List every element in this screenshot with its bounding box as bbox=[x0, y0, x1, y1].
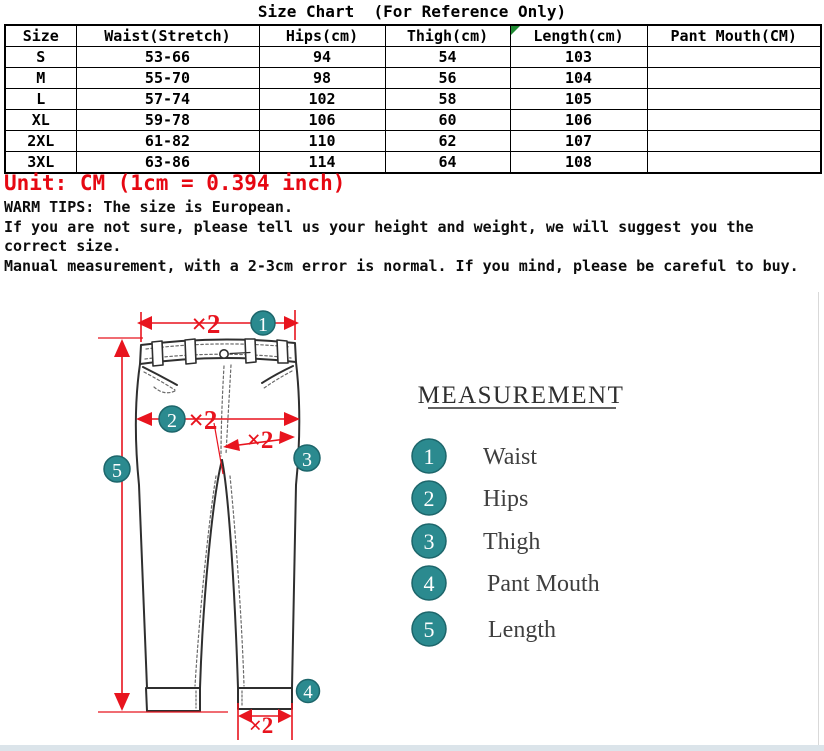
table-row bbox=[5, 110, 821, 131]
tip-line: If you are not sure, please tell us your height and weight, we will suggest you the correct size. bbox=[4, 217, 754, 255]
cell-size: L bbox=[5, 89, 76, 110]
left-pocket-opening bbox=[143, 367, 177, 385]
legend-number-1: 1 bbox=[423, 444, 435, 469]
cell-length: 108 bbox=[510, 152, 647, 174]
cell-size: S bbox=[5, 47, 76, 68]
pants-right-inseam bbox=[222, 460, 238, 688]
cell-length: 107 bbox=[510, 131, 647, 152]
arrowhead-up bbox=[114, 339, 130, 357]
waist-multiplier-label: ×2 bbox=[191, 309, 221, 339]
table-row bbox=[5, 152, 821, 174]
legend-number-4: 4 bbox=[423, 571, 435, 596]
tip-line: Manual measurement, with a 2-3cm error is normal. If you mind, please be careful to buy. bbox=[4, 256, 799, 275]
arrowhead-right bbox=[278, 709, 292, 723]
unit-note: Unit: CM (1cm = 0.394 inch) bbox=[4, 171, 346, 195]
thigh-multiplier-label: ×2 bbox=[246, 427, 274, 454]
bottom-strip bbox=[0, 745, 824, 751]
hips-multiplier-label: ×2 bbox=[188, 405, 218, 435]
legend-label-pant-mouth: Pant Mouth bbox=[487, 571, 600, 597]
col-header-hips: Hips(cm) bbox=[259, 25, 385, 47]
legend-label-length: Length bbox=[488, 617, 556, 643]
cell-hips: 98 bbox=[259, 68, 385, 89]
measurement-diagram bbox=[0, 290, 824, 751]
left-cuff bbox=[146, 688, 200, 711]
arrowhead-right bbox=[284, 412, 300, 426]
legend-number-2: 2 bbox=[423, 486, 435, 511]
cell-length: 103 bbox=[510, 47, 647, 68]
pant-mouth-multiplier-label: ×2 bbox=[248, 713, 274, 738]
cell-thigh: 64 bbox=[385, 152, 510, 174]
cell-thigh: 54 bbox=[385, 47, 510, 68]
cell-pant-mouth bbox=[647, 68, 821, 89]
legend-label-waist: Waist bbox=[483, 444, 538, 470]
col-header-pant-mouth: Pant Mouth(CM) bbox=[647, 25, 821, 47]
pants-illustration bbox=[136, 339, 300, 711]
col-header-size: Size bbox=[5, 25, 76, 47]
cell-length: 104 bbox=[510, 68, 647, 89]
cell-hips: 110 bbox=[259, 131, 385, 152]
cell-size: 3XL bbox=[5, 152, 76, 174]
arrowhead-right bbox=[279, 431, 295, 444]
marker-number-3: 3 bbox=[302, 449, 312, 471]
fly-stitch bbox=[221, 366, 224, 456]
col-header-waist: Waist(Stretch) bbox=[76, 25, 259, 47]
cell-thigh: 60 bbox=[385, 110, 510, 131]
pants-measurement-svg bbox=[0, 290, 824, 751]
pants-right-outer-seam bbox=[292, 362, 299, 688]
arrowhead-left bbox=[223, 439, 240, 451]
cell-size: 2XL bbox=[5, 131, 76, 152]
pants-left-outer-seam bbox=[136, 364, 147, 688]
cell-corner-marker bbox=[511, 26, 520, 35]
marker-number-5: 5 bbox=[112, 460, 122, 482]
cell-hips: 102 bbox=[259, 89, 385, 110]
cell-pant-mouth bbox=[647, 152, 821, 174]
pants-left-inseam bbox=[200, 460, 222, 688]
arrowhead-left bbox=[136, 412, 152, 426]
legend-heading: MEASUREMENT bbox=[417, 382, 625, 409]
belt-loop bbox=[152, 341, 163, 366]
legend-label-hips: Hips bbox=[483, 486, 529, 512]
measurement-legend bbox=[412, 382, 624, 646]
cell-hips: 106 bbox=[259, 110, 385, 131]
arrowhead-left bbox=[137, 316, 152, 330]
waist-button bbox=[220, 350, 228, 358]
legend-number-3: 3 bbox=[423, 529, 435, 554]
table-row bbox=[5, 131, 821, 152]
legend-number-5: 5 bbox=[423, 617, 435, 642]
cell-pant-mouth bbox=[647, 89, 821, 110]
cell-waist: 61-82 bbox=[76, 131, 259, 152]
arrowhead-right bbox=[284, 316, 299, 330]
measurement-annotations bbox=[98, 310, 300, 740]
col-header-length-label: Length(cm) bbox=[533, 27, 624, 45]
legend-label-thigh: Thigh bbox=[483, 529, 541, 555]
cell-pant-mouth bbox=[647, 131, 821, 152]
cell-thigh: 58 bbox=[385, 89, 510, 110]
cell-waist: 53-66 bbox=[76, 47, 259, 68]
cell-thigh: 56 bbox=[385, 68, 510, 89]
tip-line: WARM TIPS: The size is European. bbox=[4, 198, 293, 216]
cell-size: M bbox=[5, 68, 76, 89]
cell-waist: 55-70 bbox=[76, 68, 259, 89]
right-cuff bbox=[238, 688, 292, 709]
size-table bbox=[4, 24, 822, 174]
cell-size: XL bbox=[5, 110, 76, 131]
table-row bbox=[5, 47, 821, 68]
cell-pant-mouth bbox=[647, 47, 821, 68]
length-measure-arrow bbox=[98, 338, 228, 712]
cell-waist: 59-78 bbox=[76, 110, 259, 131]
page-title: Size Chart (For Reference Only) bbox=[257, 2, 567, 21]
col-header-thigh: Thigh(cm) bbox=[385, 25, 510, 47]
cell-length: 105 bbox=[510, 89, 647, 110]
belt-loop bbox=[185, 339, 196, 364]
table-row bbox=[5, 68, 821, 89]
right-pocket-opening bbox=[262, 366, 293, 383]
cell-hips: 94 bbox=[259, 47, 385, 68]
warm-tips bbox=[4, 198, 810, 276]
arrowhead-down bbox=[114, 693, 130, 711]
cell-length: 106 bbox=[510, 110, 647, 131]
col-header-length bbox=[510, 25, 647, 47]
cell-thigh: 62 bbox=[385, 131, 510, 152]
belt-loop bbox=[277, 340, 288, 363]
cell-pant-mouth bbox=[647, 110, 821, 131]
marker-number-4: 4 bbox=[303, 682, 313, 703]
belt-loop bbox=[245, 339, 256, 363]
marker-number-1: 1 bbox=[258, 314, 268, 336]
cell-waist: 63-86 bbox=[76, 152, 259, 174]
table-header-row bbox=[5, 25, 821, 47]
cell-waist: 57-74 bbox=[76, 89, 259, 110]
table-row bbox=[5, 89, 821, 110]
cell-hips: 114 bbox=[259, 152, 385, 174]
marker-number-2: 2 bbox=[167, 410, 177, 432]
fly-stitch bbox=[226, 365, 231, 454]
